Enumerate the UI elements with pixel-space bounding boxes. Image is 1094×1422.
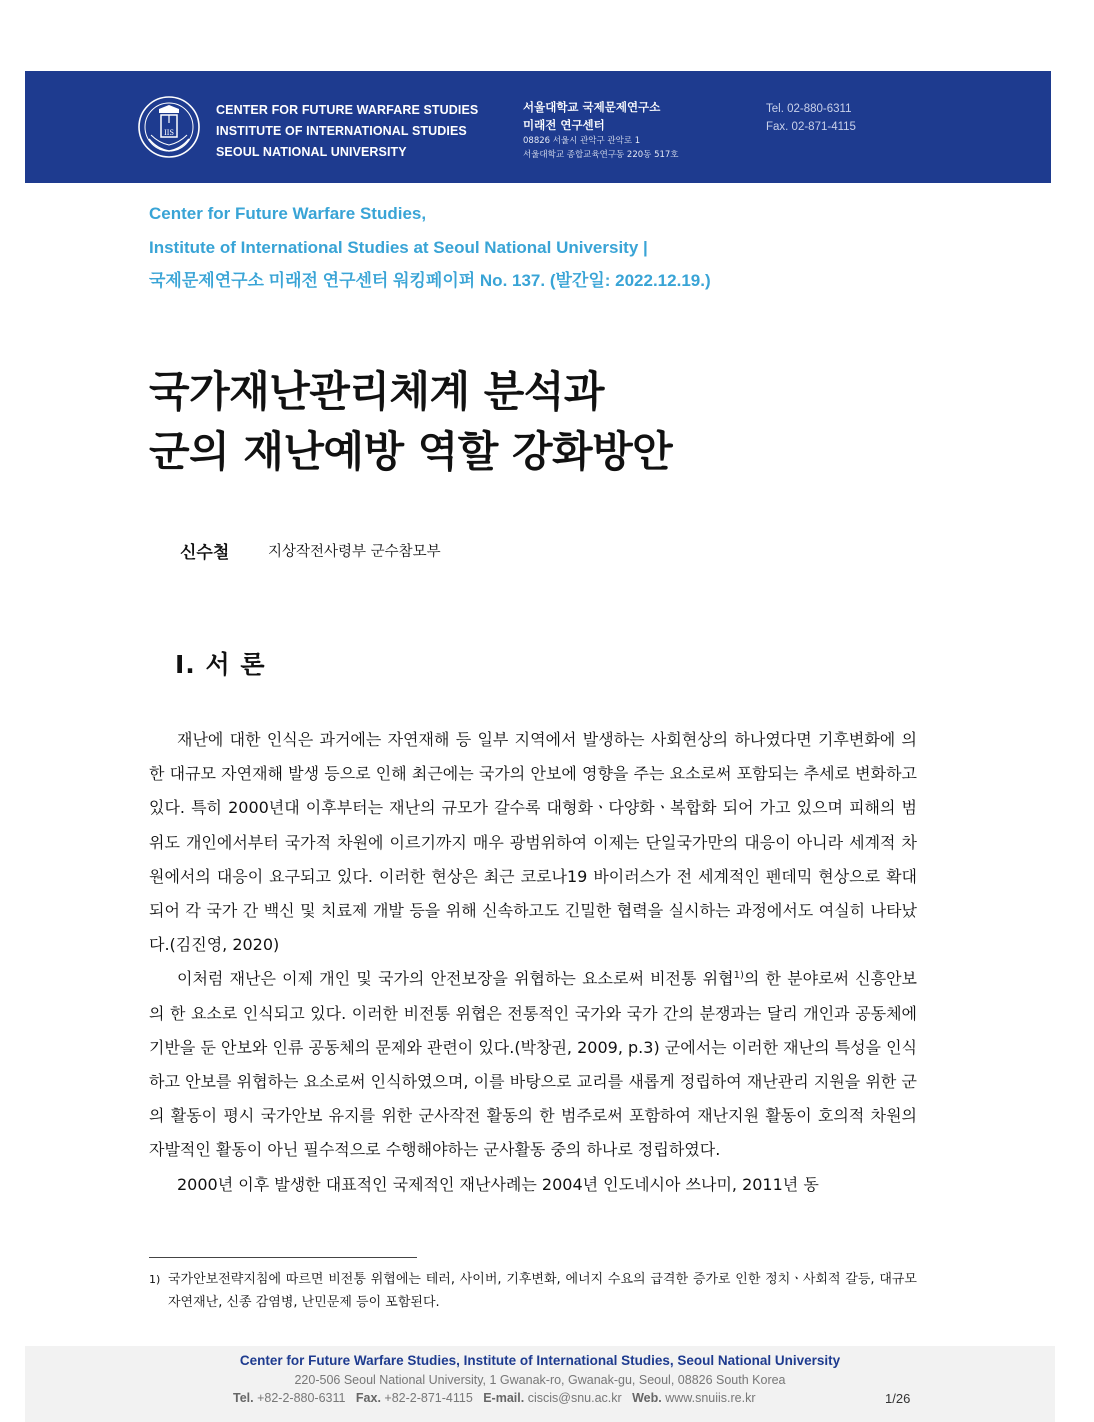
banner-en-line: INSTITUTE OF INTERNATIONAL STUDIES bbox=[216, 124, 467, 138]
footer-web-link[interactable]: www.snuiis.re.kr bbox=[665, 1391, 756, 1405]
banner-ko-institute: 서울대학교 국제문제연구소 bbox=[523, 100, 661, 114]
paragraph bbox=[149, 962, 917, 1167]
paragraph-text: 이처럼 재난은 이제 개인 및 국가의 안전보장을 위협하는 요소로써 비전통 위협 bbox=[177, 969, 734, 989]
footnote-divider bbox=[149, 1257, 417, 1258]
title-line: 군의 재난예방 역할 강화방안 bbox=[149, 427, 673, 476]
series-line: Institute of International Studies at Seoul National University | bbox=[149, 237, 648, 257]
header-banner bbox=[25, 71, 1051, 183]
footer-contact bbox=[233, 1391, 756, 1405]
banner-korean-name bbox=[523, 98, 679, 162]
footer-email-link[interactable]: ciscis@snu.ac.kr bbox=[527, 1391, 622, 1405]
body-text bbox=[149, 723, 917, 1202]
footnote-reference[interactable]: 1) bbox=[733, 970, 744, 982]
page-footer bbox=[25, 1346, 1055, 1422]
section-heading: I. 서 론 bbox=[175, 650, 266, 679]
footer-fax-label: Fax. bbox=[355, 1391, 381, 1405]
series-info bbox=[149, 197, 711, 298]
banner-address-line: 서울대학교 종합교육연구동 220동 517호 bbox=[523, 150, 679, 160]
banner-fax: Fax. 02-871-4115 bbox=[766, 121, 856, 133]
footer-tel-label: Tel. bbox=[233, 1391, 254, 1405]
paragraph-text: 의 한 분야로써 신흥안보의 한 요소로 인식되고 있다. 이러한 비전통 위협은 전통적인 국가와 국가 간의 분쟁과는 달리 개인과 공동체에 기반을 둔 안보와 인류 공동체의 문제와 관련이 있다.(박창권, 2009, p.3) 군에서는 이러한 재난의 특성을 인식하고 안보를 위협하는 요소로써 인식하였으며, 이를 바탕으로 교리를 새롭게 정립하여 재난관리 지원을 위한 군의 활동이 평시 국가안보 유지를 위한 군사작전 활동의 한 범주로써 포함하여 재난지원 활동이 호의적 차원의 자발적인 활동이 아닌 필수적으로 수행해야하는 군사활동 중의 하나로 정립하였다. bbox=[149, 969, 917, 1160]
footer-title: Center for Future Warfare Studies, Institute of International Studies, Seoul National University bbox=[239, 1353, 841, 1368]
banner-en-line: SEOUL NATIONAL UNIVERSITY bbox=[216, 145, 407, 159]
emblem-letters: IIS bbox=[164, 128, 174, 137]
paper-title bbox=[149, 362, 672, 482]
footer-fax: +82-2-871-4115 bbox=[384, 1391, 473, 1405]
banner-tel: Tel. 02-880-6311 bbox=[766, 103, 852, 115]
footer-tel: +82-2-880-6311 bbox=[257, 1391, 346, 1405]
footer-email-label: E-mail. bbox=[483, 1391, 525, 1405]
author-affiliation: 지상작전사령부 군수참모부 bbox=[268, 544, 441, 560]
series-line: 국제문제연구소 미래전 연구센터 워킹페이퍼 No. 137. (발간일: 2022.12.19.) bbox=[149, 271, 711, 290]
snu-emblem-logo bbox=[137, 95, 201, 159]
banner-contact bbox=[766, 100, 856, 136]
author-name: 신수철 bbox=[180, 543, 230, 563]
title-line: 국가재난관리체계 분석과 bbox=[149, 367, 604, 416]
footnote bbox=[149, 1268, 917, 1314]
footnote-mark: 1) bbox=[149, 1273, 161, 1286]
series-line: Center for Future Warfare Studies, bbox=[149, 204, 427, 223]
footer-address: 220-506 Seoul National University, 1 Gwanak-ro, Gwanak-gu, Seoul, 08826 South Korea bbox=[294, 1373, 786, 1387]
banner-address-line: 08826 서울시 관악구 관악로 1 bbox=[523, 136, 641, 146]
footer-web-label: Web. bbox=[632, 1391, 662, 1405]
page-number: 1/26 bbox=[885, 1391, 911, 1406]
paragraph: 재난에 대한 인식은 과거에는 자연재해 등 일부 지역에서 발생하는 사회현상의 하나였다면 기후변화에 의한 대규모 자연재해 발생 등으로 인해 최근에는 국가의 안보에 영향을 주는 요소로써 포함되는 추세로 변화하고 있다. 특히 2000년대 이후부터는 재난의 규모가 갈수록 대형화ㆍ다양화ㆍ복합화 되어 가고 있으며 피해의 범위도 개인에서부터 국가적 차원에 이르기까지 매우 광범위하여 이제는 단일국가만의 대응이 아니라 세계적 차원에서의 대응이 요구되고 있다. 이러한 현상은 최근 코로나19 바이러스가 전 세계적인 펜데믹 현상으로 확대되어 각 국가 간 백신 및 치료제 개발 등을 위해 신속하고도 긴밀한 협력을 실시하는 과정에서도 여실히 나타났다.(김진영, 2020) bbox=[149, 730, 917, 955]
paragraph: 2000년 이후 발생한 대표적인 국제적인 재난사례는 2004년 인도네시아 쓰나미, 2011년 동 bbox=[177, 1174, 819, 1194]
banner-english-name bbox=[216, 100, 478, 163]
banner-en-line: CENTER FOR FUTURE WARFARE STUDIES bbox=[216, 103, 479, 117]
footnote-text: 국가안보전략지침에 따르면 비전통 위협에는 테러, 사이버, 기후변화, 에너지 수요의 급격한 증가로 인한 정치ㆍ사회적 갈등, 대규모 자연재난, 신종 감염병, 난민문제 등이 포함된다. bbox=[168, 1272, 917, 1310]
banner-ko-center: 미래전 연구센터 bbox=[523, 118, 605, 132]
